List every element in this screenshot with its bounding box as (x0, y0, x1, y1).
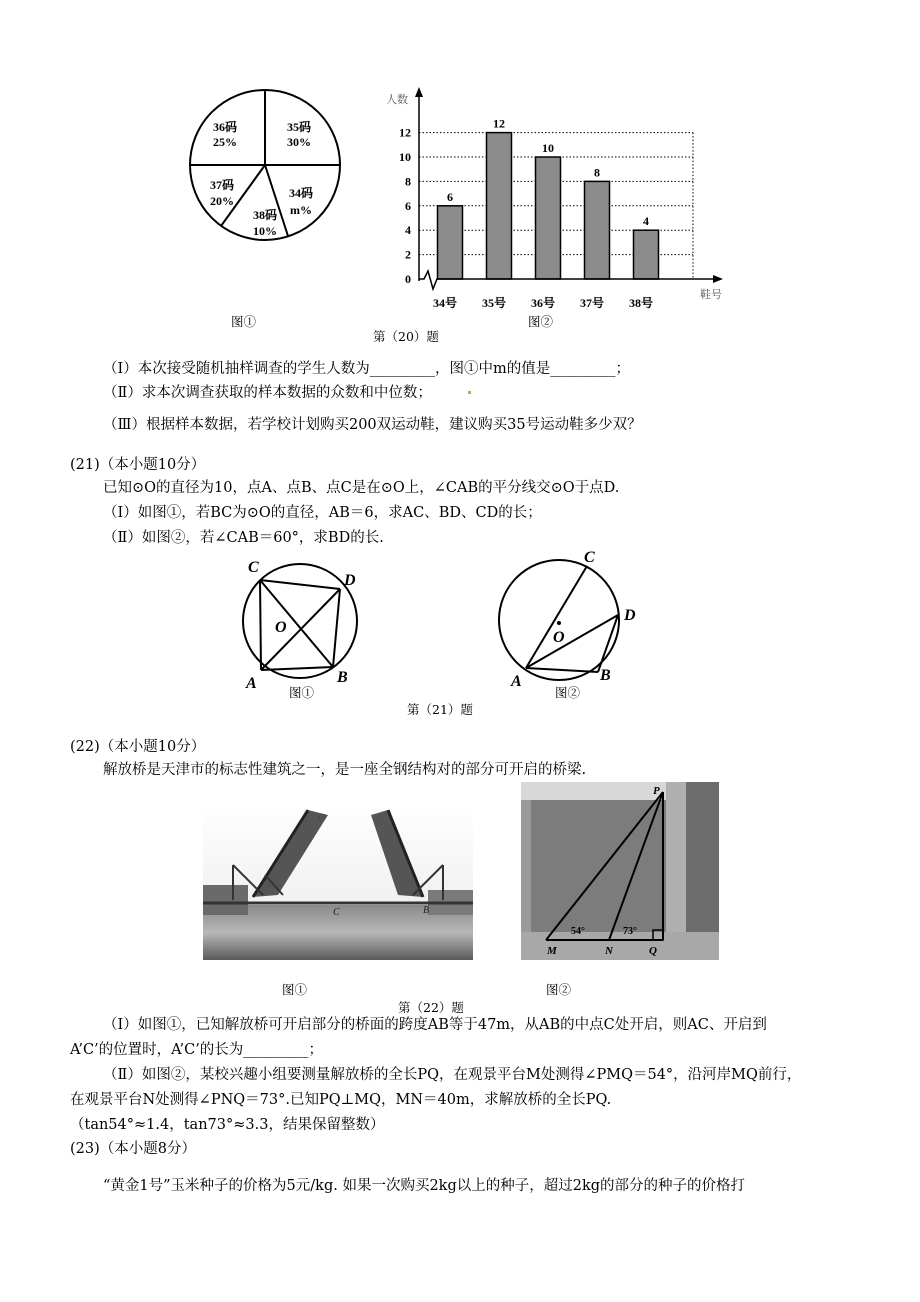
y-tick-label: 12 (399, 125, 411, 140)
q21-caption: 第（21）题 (407, 702, 473, 717)
y-tick-label: 10 (399, 150, 411, 164)
x-tick-label: 38号 (628, 296, 654, 310)
pie-label-36: 36码 (212, 120, 238, 134)
label-A: A (246, 675, 257, 692)
bar-value-label: 4 (643, 214, 649, 229)
label-O2: O (553, 629, 565, 646)
q20-item-3: （Ⅲ）根据样本数据，若学校计划购买200双运动鞋，建议购买35号运动鞋多少双？ (103, 417, 642, 433)
pie-caption: 图① (231, 314, 257, 329)
pie-label-37: 37码 (209, 178, 235, 192)
pie-label-35: 35码 (286, 120, 312, 134)
photo-label-P: P (653, 785, 660, 797)
photo-label-Q: Q (649, 945, 657, 957)
bridge-label-C: C (333, 907, 340, 918)
x-axis-title: 鞋号 (700, 289, 722, 301)
bar-36号 (536, 157, 561, 279)
y-tick-label: 0 (405, 272, 411, 286)
q21-item-2: （Ⅱ）如图②，若∠CAB＝60°，求BD的长. (103, 530, 384, 546)
bridge-photo (203, 805, 473, 960)
bar-37号 (585, 181, 610, 279)
label-B: B (337, 669, 348, 686)
pie-pct-34: m% (290, 203, 312, 217)
q22-part2-line1: （Ⅱ）如图②，某校兴趣小组要测量解放桥的全长PQ，在观景平台M处测得∠PMQ＝54°，沿河岸MQ前行， (103, 1067, 802, 1083)
q21-header: (21)（本小题10分） (70, 457, 206, 473)
q23-header: (23)（本小题8分） (70, 1141, 196, 1157)
q21-stem: 已知⊙O的直径为10，点A、点B、点C是在⊙O上，∠CAB的平分线交⊙O于点D. (103, 480, 620, 496)
y-tick-label: 2 (405, 247, 411, 262)
bar-value-label: 8 (594, 165, 600, 180)
bridge-label-Cp: C' (318, 813, 326, 823)
bar-35号 (487, 133, 512, 279)
photo-angle-54: 54° (571, 926, 585, 937)
q22-part2-hint: （tan54°≈1.4，tan73°≈3.3，结果保留整数） (70, 1117, 385, 1133)
stray-mark (468, 391, 471, 394)
q22-stem: 解放桥是天津市的标志性建筑之一，是一座全钢结构对的部分可开启的桥梁. (103, 762, 587, 778)
x-tick-label: 34号 (432, 296, 458, 310)
q21-item-1: （Ⅰ）如图①，若BC为⊙O的直径，AB＝6，求AC、BD、CD的长； (103, 505, 542, 521)
pie-pct-38: 10% (253, 224, 277, 238)
bar-38号 (634, 230, 659, 279)
measurement-photo (521, 782, 719, 960)
label-A2: A (511, 673, 522, 690)
pie-pct-37: 20% (210, 194, 234, 208)
q22-fig1-caption: 图① (282, 982, 308, 997)
q22-part1-line1: （Ⅰ）如图①，已知解放桥可开启部分的桥面的跨度AB等于47m，从AB的中点C处开启，则AC、开启到 (103, 1017, 767, 1033)
q22-part1-line2: A’C’的位置时，A’C’的长为_________； (70, 1042, 324, 1058)
photo-label-M: M (547, 945, 557, 957)
q20-caption: 第（20）题 (373, 329, 439, 344)
label-O: O (275, 619, 287, 636)
pie-pct-35: 30% (287, 135, 311, 149)
q22-header: (22)（本小题10分） (70, 739, 206, 755)
bar-value-label: 12 (493, 116, 505, 131)
bar-caption: 图② (528, 314, 554, 329)
q22-part2-line2: 在观景平台N处测得∠PNQ＝73°.已知PQ⊥MQ，MN＝40m，求解放桥的全长PQ. (70, 1092, 612, 1108)
pie-label-38: 38码 (252, 208, 278, 222)
bar-value-label: 10 (542, 141, 554, 155)
chart-bars (433, 117, 659, 310)
label-D2: D (624, 607, 636, 624)
q21-fig2-caption: 图② (555, 685, 581, 700)
x-tick-label: 37号 (579, 296, 605, 310)
q20-item-1: （Ⅰ）本次接受随机抽样调查的学生人数为_________，图①中m的值是_________； (103, 361, 630, 377)
q20-item-2: （Ⅱ）求本次调查获取的样本数据的众数和中位数； (103, 385, 432, 401)
pie-chart (185, 85, 350, 250)
pie-label-34: 34码 (288, 186, 314, 200)
photo-angle-73: 73° (623, 926, 637, 937)
y-axis-title: 人数 (386, 94, 408, 106)
x-tick-label: 35号 (481, 296, 507, 310)
label-B2: B (600, 667, 611, 684)
bar-34号 (438, 206, 463, 279)
q21-figure-1 (230, 552, 370, 702)
x-axis (419, 271, 715, 289)
label-D: D (344, 572, 356, 589)
y-axis-arrow (415, 87, 423, 97)
q22-fig2-caption: 图② (546, 982, 572, 997)
q23-stem: “黄金1号”玉米种子的价格为5元/kg. 如果一次购买2kg以上的种子，超过2kg的部分的种子的价格打 (103, 1178, 746, 1194)
photo-label-N: N (605, 945, 613, 957)
q22-caption: 第（22）题 (398, 1000, 464, 1015)
pie-pct-36: 25% (213, 135, 237, 149)
q21-fig1-caption: 图① (289, 685, 315, 700)
label-C: C (248, 559, 259, 576)
x-axis-arrow (713, 275, 723, 283)
y-tick-label: 4 (405, 223, 411, 238)
bar-value-label: 6 (447, 189, 453, 204)
bridge-label-B: B (423, 905, 430, 916)
q21-figure-2 (495, 545, 655, 690)
bar-chart (380, 85, 730, 315)
label-C2: C (584, 549, 595, 566)
y-tick-label: 6 (405, 198, 411, 213)
x-tick-label: 36号 (530, 296, 556, 310)
y-tick-label: 8 (405, 174, 411, 189)
